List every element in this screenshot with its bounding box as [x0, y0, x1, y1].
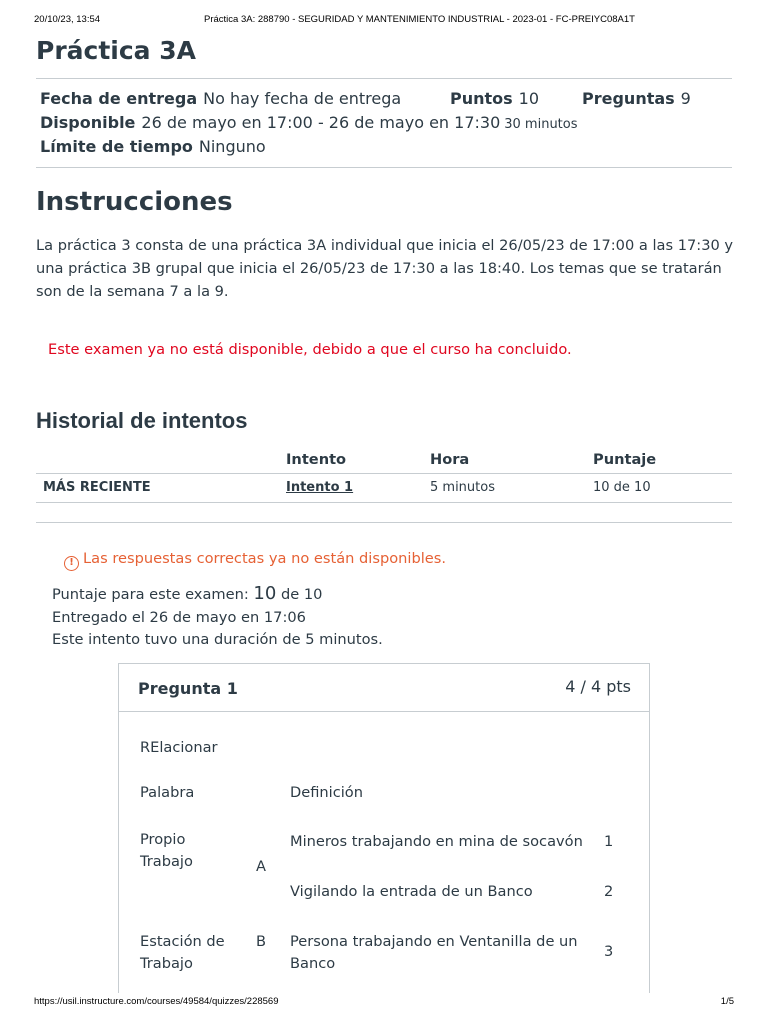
number-2: 2: [604, 883, 614, 900]
table-header-divider: [36, 473, 732, 474]
questions: [582, 89, 691, 108]
instructions-heading: Instrucciones: [36, 187, 233, 217]
due-date-label: Fecha de entrega: [40, 89, 198, 108]
print-page-title: Práctica 3A: 288790 - SEGURIDAD Y MANTENIMIENTO INDUSTRIAL - 2023-01 - FC-PREIYC08A1T: [204, 14, 635, 25]
points-value: 10: [518, 89, 540, 108]
col-time: Hora: [430, 451, 470, 468]
instructions-body: La práctica 3 consta de una práctica 3A individual que inicia el 26/05/23 de 17:00 a las 17:30 y una práctica 3B grupal que inicia el 26/05/23 de 17:30 a las 18:40. Los temas que se tratarán son de la semana 7 a la 9.: [36, 237, 734, 300]
print-header: [34, 14, 734, 28]
definition-3-line1: Persona trabajando en Ventanilla de un: [290, 933, 578, 950]
question-prompt: RElacionar: [140, 739, 218, 756]
question-card: [118, 663, 650, 993]
definition-2: Vigilando la entrada de un Banco: [290, 883, 533, 900]
score-suffix: de 10: [280, 586, 323, 603]
attempt-score: 10 de 10: [593, 480, 651, 495]
time-limit-label: Límite de tiempo: [40, 137, 193, 156]
answers-unavailable-warning: [64, 550, 446, 571]
word-b-line2: Trabajo: [140, 955, 193, 972]
points-label: Puntos: [450, 89, 513, 108]
question-header: [119, 664, 649, 712]
due-date: [40, 89, 401, 108]
divider: [36, 167, 732, 168]
col-attempt: Intento: [286, 451, 347, 468]
print-url: https://usil.instructure.com/courses/49584/quizzes/228569: [34, 996, 279, 1007]
submitted-at: Entregado el 26 de mayo en 17:06: [52, 609, 306, 626]
number-3: 3: [604, 943, 614, 960]
definition-3-line2: Banco: [290, 955, 336, 972]
word-b-line1: Estación de: [140, 933, 225, 950]
score-prefix: Puntaje para este examen:: [52, 586, 249, 603]
exam-score: [52, 583, 322, 604]
divider: [36, 78, 732, 79]
question-title: Pregunta 1: [138, 679, 238, 698]
col-word-header: Palabra: [140, 784, 195, 801]
question-points: 4 / 4 pts: [565, 677, 631, 696]
unavailable-notice: Este examen ya no está disponible, debido a que el curso ha concluido.: [48, 341, 572, 358]
availability-value: 26 de mayo en 17:00 - 26 de mayo en 17:30: [141, 113, 501, 132]
letter-a: A: [256, 858, 266, 875]
print-date: 20/10/23, 13:54: [34, 14, 101, 25]
print-page-number: 1/5: [720, 996, 734, 1007]
print-footer: [34, 996, 734, 1010]
number-1: 1: [604, 833, 614, 850]
warning-text: Las respuestas correctas ya no están disponibles.: [83, 550, 446, 567]
availability-duration: 30 minutos: [504, 117, 578, 132]
attempt-link[interactable]: Intento 1: [286, 480, 354, 495]
col-score: Puntaje: [593, 451, 657, 468]
time-limit: [40, 137, 266, 156]
col-definition-header: Definición: [290, 784, 363, 801]
definition-1: Mineros trabajando en mina de socavón: [290, 833, 583, 850]
questions-label: Preguntas: [582, 89, 675, 108]
due-date-value: No hay fecha de entrega: [203, 89, 402, 108]
time-limit-value: Ninguno: [198, 137, 266, 156]
page-title: Práctica 3A: [36, 36, 196, 65]
table-row-divider: [36, 502, 732, 503]
history-heading: Historial de intentos: [36, 408, 248, 433]
availability: [40, 113, 578, 132]
letter-b: B: [256, 933, 267, 950]
score-value: 10: [253, 583, 277, 604]
availability-label: Disponible: [40, 113, 136, 132]
word-a-line1: Propio: [140, 831, 186, 848]
attempt-time: 5 minutos: [430, 480, 495, 495]
divider: [36, 522, 732, 523]
warning-icon: !: [64, 556, 79, 571]
most-recent-label: MÁS RECIENTE: [43, 480, 151, 495]
points: [450, 89, 539, 108]
questions-value: 9: [680, 89, 691, 108]
attempt-duration: Este intento tuvo una duración de 5 minutos.: [52, 631, 383, 648]
word-a-line2: Trabajo: [140, 853, 193, 870]
